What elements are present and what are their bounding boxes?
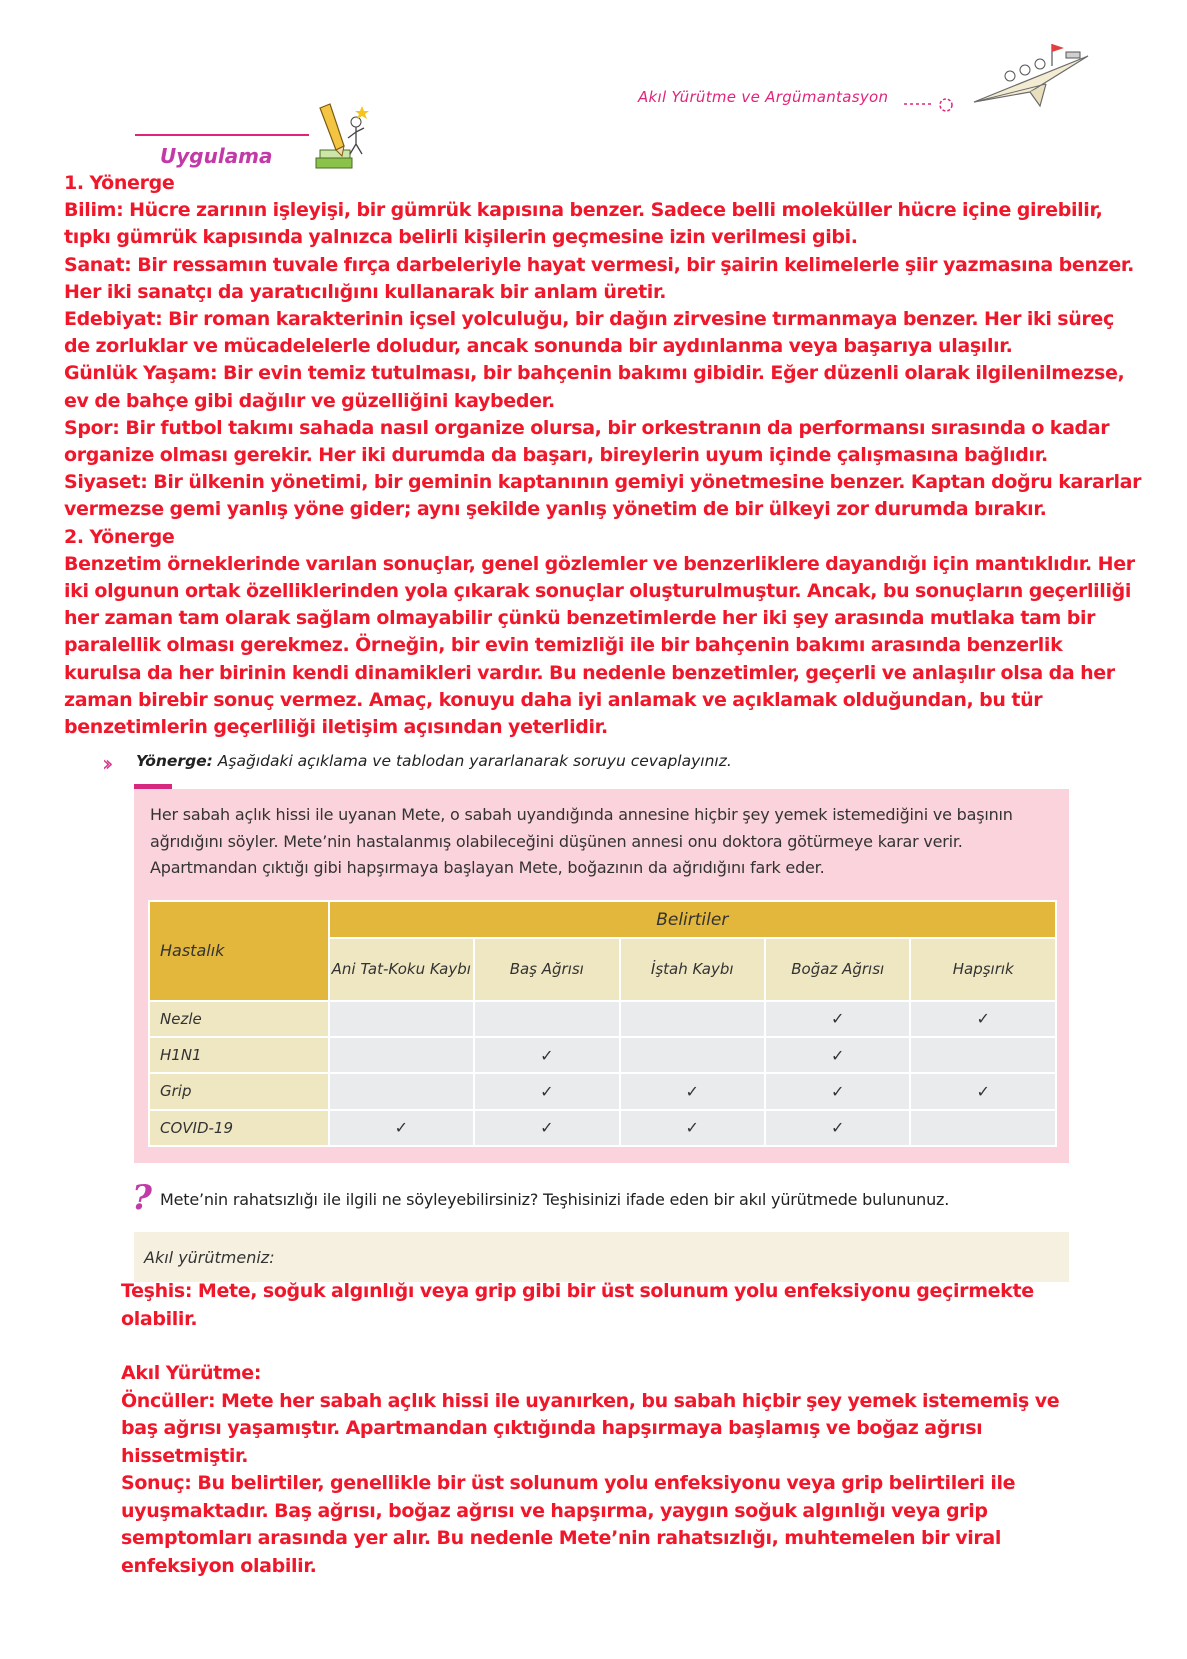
- check-mark-icon: ✓: [475, 1074, 618, 1108]
- check-mark-icon: ✓: [911, 1074, 1055, 1108]
- check-mark-icon: ✓: [766, 1038, 909, 1072]
- premises-text: Öncüller: Mete her sabah açlık hissi ile uyanırken, bu sabah hiçbir şey yemek istememiş ve baş ağrısı yaşamıştır. Apartmandan çıktığında hapşırmaya başlamış ve boğaz ağrısı hissetmiştir.: [121, 1389, 1060, 1467]
- table-cell: [330, 1074, 473, 1108]
- check-mark-icon: ✓: [621, 1074, 764, 1108]
- table-cell: [911, 1038, 1055, 1072]
- answer-line: Günlük Yaşam: Bir evin temiz tutulması, bir bahçenin bakımı gibidir. Eğer düzenli olarak ilgilenilmezse, ev de bahçe gibi dağılır ve güzelliğini kaybeder.: [64, 362, 1125, 412]
- reasoning-title: Akıl Yürütme:: [121, 1362, 262, 1384]
- pencil-character-illustration: [310, 100, 370, 174]
- answer-line: Benzetim örneklerinde varılan sonuçlar, genel gözlemler ve benzerliklere dayandığı için mantıklıdır. Her iki olgunun ortak özelliklerinden yola çıkarak sonuçlar oluşturulmuştur. Ancak, bu sonuçların geçerliliği her zaman tam olarak sağlam olmayabilir çünkü benzetimlerde her iki şey arasında mutlaka tam bir paralellik olması gerekmez. Örneğin, bir evin temizliği ile bir bahçenin bakımı arasında benzerlik kurulsa da her birinin kendi dinamikleri vardır. Bu nedenle benzetimler, geçerli ve anlaşılır olsa da her zaman birebir sonuç vermez. Amaç, konuyu daha iyi anlamak ve açıklamak olduğundan, bu tür benzetimlerin geçerliliği iletişim açısından yeterlidir.: [64, 552, 1135, 739]
- check-mark-icon: ✓: [330, 1111, 473, 1145]
- check-mark-icon: ✓: [766, 1002, 909, 1036]
- double-chevron-icon: ››: [102, 752, 108, 777]
- disease-name: Nezle: [150, 1002, 328, 1036]
- check-mark-icon: ✓: [621, 1111, 764, 1145]
- table-cell: [330, 1002, 473, 1036]
- table-row: [150, 1111, 1055, 1145]
- disease-name: H1N1: [150, 1038, 328, 1072]
- check-mark-icon: ✓: [475, 1111, 618, 1145]
- answer-line: Bilim: Hücre zarının işleyişi, bir gümrük kapısına benzer. Sadece belli moleküller hücre içine girebilir, tıpkı gümrük kapısında yalnızca belirli kişilerin geçmesine izin verilmesi gibi.: [64, 199, 1103, 249]
- table-row: [150, 1002, 1055, 1036]
- answer-line: Sanat: Bir ressamın tuvale fırça darbeleriyle hayat vermesi, bir şairin kelimelerle şiir yazmasına benzer. Her iki sanatçı da yaratıcılığını kullanarak bir anlam üretir.: [64, 253, 1135, 303]
- disease-name: Grip: [150, 1074, 328, 1108]
- symptom-table: [148, 900, 1057, 1147]
- student-answer: [121, 1278, 1081, 1580]
- column-header: Ani Tat-Koku Kaybı: [330, 939, 473, 999]
- instruction: [136, 752, 732, 770]
- answer-line: Spor: Bir futbol takımı sahada nasıl organize olursa, bir orkestranın da performansı sırasında o kadar organize olması gerekir. Her iki durumda da başarı, bireylerin uyum içinde çalışmasına bağlıdır.: [64, 416, 1110, 467]
- disease-name: COVID-19: [150, 1111, 328, 1145]
- table-cell: [911, 1111, 1055, 1145]
- question-mark-icon: ?: [132, 1178, 152, 1218]
- check-mark-icon: ✓: [911, 1002, 1055, 1036]
- student-answers-block: [64, 170, 1144, 741]
- paper-plane-illustration: [970, 36, 1090, 108]
- table-row: [150, 1038, 1055, 1072]
- table-row-header: Hastalık: [150, 902, 328, 1000]
- table-cell: [621, 1002, 764, 1036]
- check-mark-icon: ✓: [475, 1038, 618, 1072]
- scenario-text: Her sabah açlık hissi ile uyanan Mete, o sabah uyandığında annesine hiçbir şey yemek istemediğini ve başının ağrıdığını söyler. Mete’nin hastalanmış olabileceğini düşünen annesi onu doktora götürmeye karar verir. Apartmandan çıktığı gibi hapşırmaya başlayan Mete, boğazının da ağrıdığını fark eder.: [150, 805, 1013, 877]
- question-text: Mete’nin rahatsızlığı ile ilgili ne söyleyebilirsiniz? Teşhisinizi ifade eden bir akıl yürütmede bulununuz.: [160, 1190, 950, 1209]
- column-header: Baş Ağrısı: [475, 939, 618, 999]
- answer-box-label: Akıl yürütmeniz:: [144, 1248, 275, 1267]
- uygulama-title: Uygulama: [160, 144, 273, 168]
- diagnosis-text: Teşhis: Mete, soğuk algınlığı veya grip gibi bir üst solunum yolu enfeksiyonu geçirmekte olabilir.: [121, 1280, 1034, 1330]
- instruction-label: Yönerge:: [136, 752, 213, 770]
- column-header: Hapşırık: [911, 939, 1055, 999]
- answer-line: 2. Yönerge: [64, 525, 175, 548]
- heading-rule: [135, 134, 309, 136]
- dashed-path-decoration: [904, 98, 964, 112]
- check-mark-icon: ✓: [766, 1111, 909, 1145]
- table-cell: [475, 1002, 618, 1036]
- column-header: İştah Kaybı: [621, 939, 764, 999]
- instruction-text: Aşağıdaki açıklama ve tablodan yararlanarak soruyu cevaplayınız.: [212, 752, 732, 770]
- check-mark-icon: ✓: [766, 1074, 909, 1108]
- answer-line: Edebiyat: Bir roman karakterinin içsel yolculuğu, bir dağın zirvesine tırmanmaya benzer. Her iki süreç de zorluklar ve mücadelelerle doludur, ancak sonunda bir aydınlanma veya başarıya ulaşılır.: [64, 308, 1114, 358]
- column-header: Boğaz Ağrısı: [766, 939, 909, 999]
- answer-line: Siyaset: Bir ülkenin yönetimi, bir geminin kaptanının gemiyi yönetmesine benzer. Kaptan doğru kararlar vermezse gemi yanlış yöne gider; aynı şekilde yanlış yönetim de bir ülkeyi zor durumda bırakır.: [64, 471, 1142, 521]
- table-cell: [621, 1038, 764, 1072]
- table-row: [150, 1074, 1055, 1108]
- table-group-header: Belirtiler: [330, 902, 1055, 937]
- answer-line: 1. Yönerge: [64, 172, 175, 194]
- table-cell: [330, 1038, 473, 1072]
- conclusion-text: Sonuç: Bu belirtiler, genellikle bir üst solunum yolu enfeksiyonu veya grip belirtileri ile uyuşmaktadır. Baş ağrısı, boğaz ağrısı ve hapşırma, yaygın soğuk algınlığı veya grip semptomları arasında yer alır. Bu nedenle Mete’nin rahatsızlığı, muhtemelen bir viral enfeksiyon olabilir.: [121, 1472, 1016, 1577]
- section-header-title: Akıl Yürütme ve Argümantasyon: [638, 88, 889, 106]
